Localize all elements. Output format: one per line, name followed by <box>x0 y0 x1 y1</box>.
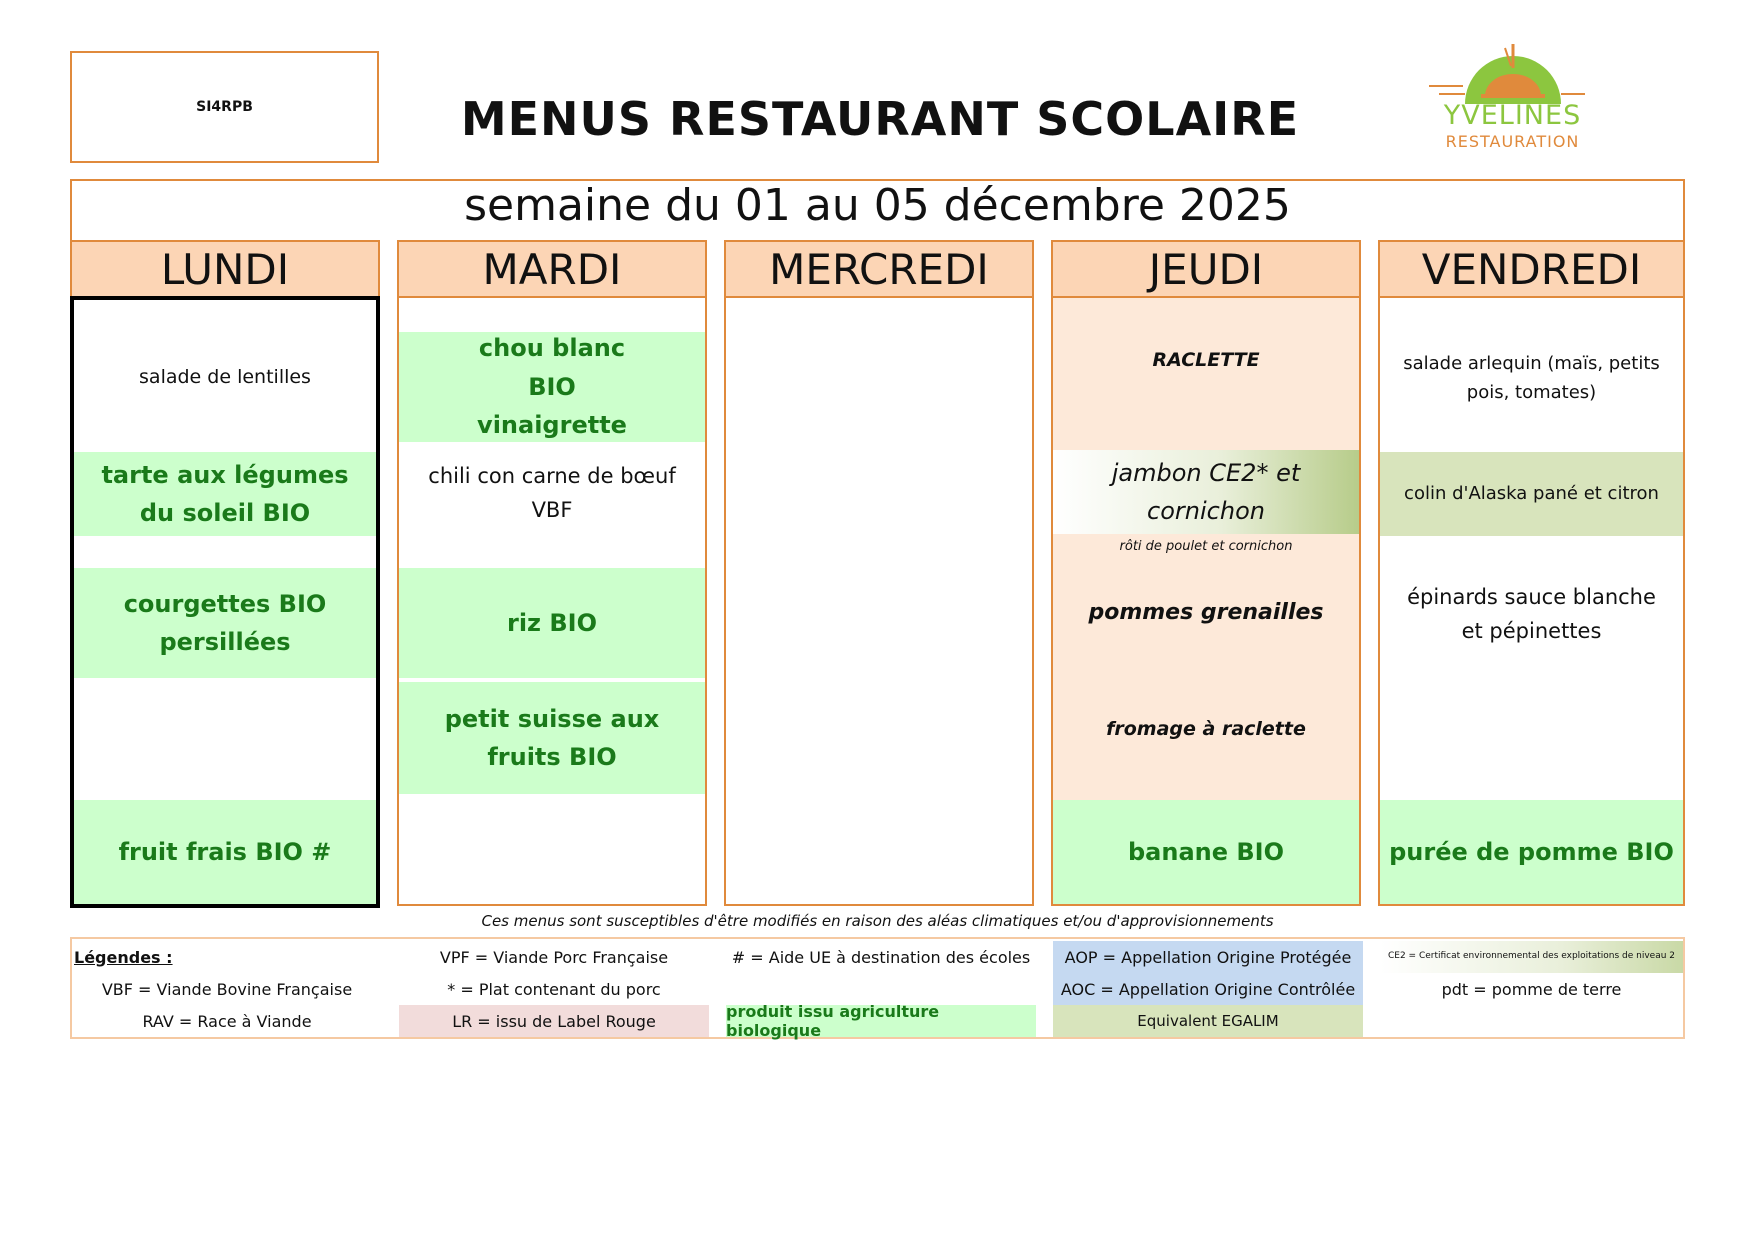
legend-egalim: Equivalent EGALIM <box>1053 1005 1363 1037</box>
lundi-side: courgettes BIO persillées <box>74 568 376 678</box>
legend-pdt: pdt = pomme de terre <box>1441 979 1622 999</box>
vendredi-starter: salade arlequin (maïs, petits pois, tomates) <box>1403 353 1660 403</box>
legend-bio: produit issu agriculture biologique <box>726 1005 1036 1037</box>
day-header-lundi: LUNDI <box>70 240 380 298</box>
day-header-mardi: MARDI <box>397 240 707 298</box>
yvelines-restauration-logo <box>1425 36 1600 156</box>
legend-vbf: VBF = Viande Bovine Française <box>101 979 353 999</box>
column-jeudi <box>1051 298 1361 906</box>
jeudi-dessert: banane BIO <box>1053 800 1359 904</box>
day-header-jeudi: JEUDI <box>1051 240 1361 298</box>
legend <box>70 937 1685 1039</box>
day-header-vendredi: VENDREDI <box>1378 240 1685 298</box>
mardi-main: chili con carne de bœuf VBF <box>428 464 676 522</box>
school-name: SI4RPB <box>196 99 253 115</box>
legend-aide-ue: # = Aide UE à destination des écoles <box>731 947 1031 967</box>
legend-rav: RAV = Race à Viande <box>142 1011 312 1031</box>
vendredi-side: épinards sauce blanche et pépinettes <box>1407 585 1656 643</box>
legend-title: Légendes : <box>74 947 173 967</box>
legend-aoc: AOC = Appellation Origine Contrôlée <box>1053 973 1363 1005</box>
jeudi-main-alt: rôti de poulet et cornichon <box>1119 538 1293 554</box>
school-name-box <box>70 51 379 163</box>
page-title: MENUS RESTAURANT SCOLAIRE <box>460 92 1300 146</box>
vendredi-main: colin d'Alaska pané et citron <box>1380 452 1683 536</box>
lundi-main: tarte aux légumes du soleil BIO <box>74 452 376 536</box>
jeudi-theme: RACLETTE <box>1152 348 1260 371</box>
logo-line1: YVELINES <box>1443 100 1582 131</box>
column-lundi <box>70 296 380 908</box>
column-mercredi <box>724 298 1034 906</box>
jeudi-side: pommes grenailles <box>1088 600 1324 626</box>
legend-aop: AOP = Appellation Origine Protégée <box>1053 941 1363 973</box>
vendredi-dessert: purée de pomme BIO <box>1380 800 1683 904</box>
lundi-starter: salade de lentilles <box>139 365 311 388</box>
disclaimer-note: Ces menus sont susceptibles d'être modifiés en raison des aléas climatiques et/ou d'approvisionnements <box>481 912 1274 930</box>
legend-label-rouge: LR = issu de Label Rouge <box>399 1005 709 1037</box>
lundi-dessert: fruit frais BIO # <box>74 800 376 904</box>
legend-porc: * = Plat contenant du porc <box>447 979 661 999</box>
day-header-mercredi: MERCREDI <box>724 240 1034 298</box>
mardi-side: riz BIO <box>399 568 705 678</box>
logo-line2: RESTAURATION <box>1445 132 1580 151</box>
mardi-starter: chou blanc BIO vinaigrette <box>399 332 705 442</box>
logo-dome-icon <box>1425 36 1600 106</box>
week-title: semaine du 01 au 05 décembre 2025 <box>464 180 1291 231</box>
legend-ce2: CE2 = Certificat environnemental des exploitations de niveau 2 <box>1380 941 1683 973</box>
legend-vpf: VPF = Viande Porc Française <box>439 947 669 967</box>
mardi-dairy: petit suisse aux fruits BIO <box>399 682 705 794</box>
jeudi-cheese: fromage à raclette <box>1106 717 1306 740</box>
column-vendredi <box>1378 298 1685 906</box>
column-mardi <box>397 298 707 906</box>
jeudi-main: jambon CE2* et cornichon <box>1111 458 1301 525</box>
